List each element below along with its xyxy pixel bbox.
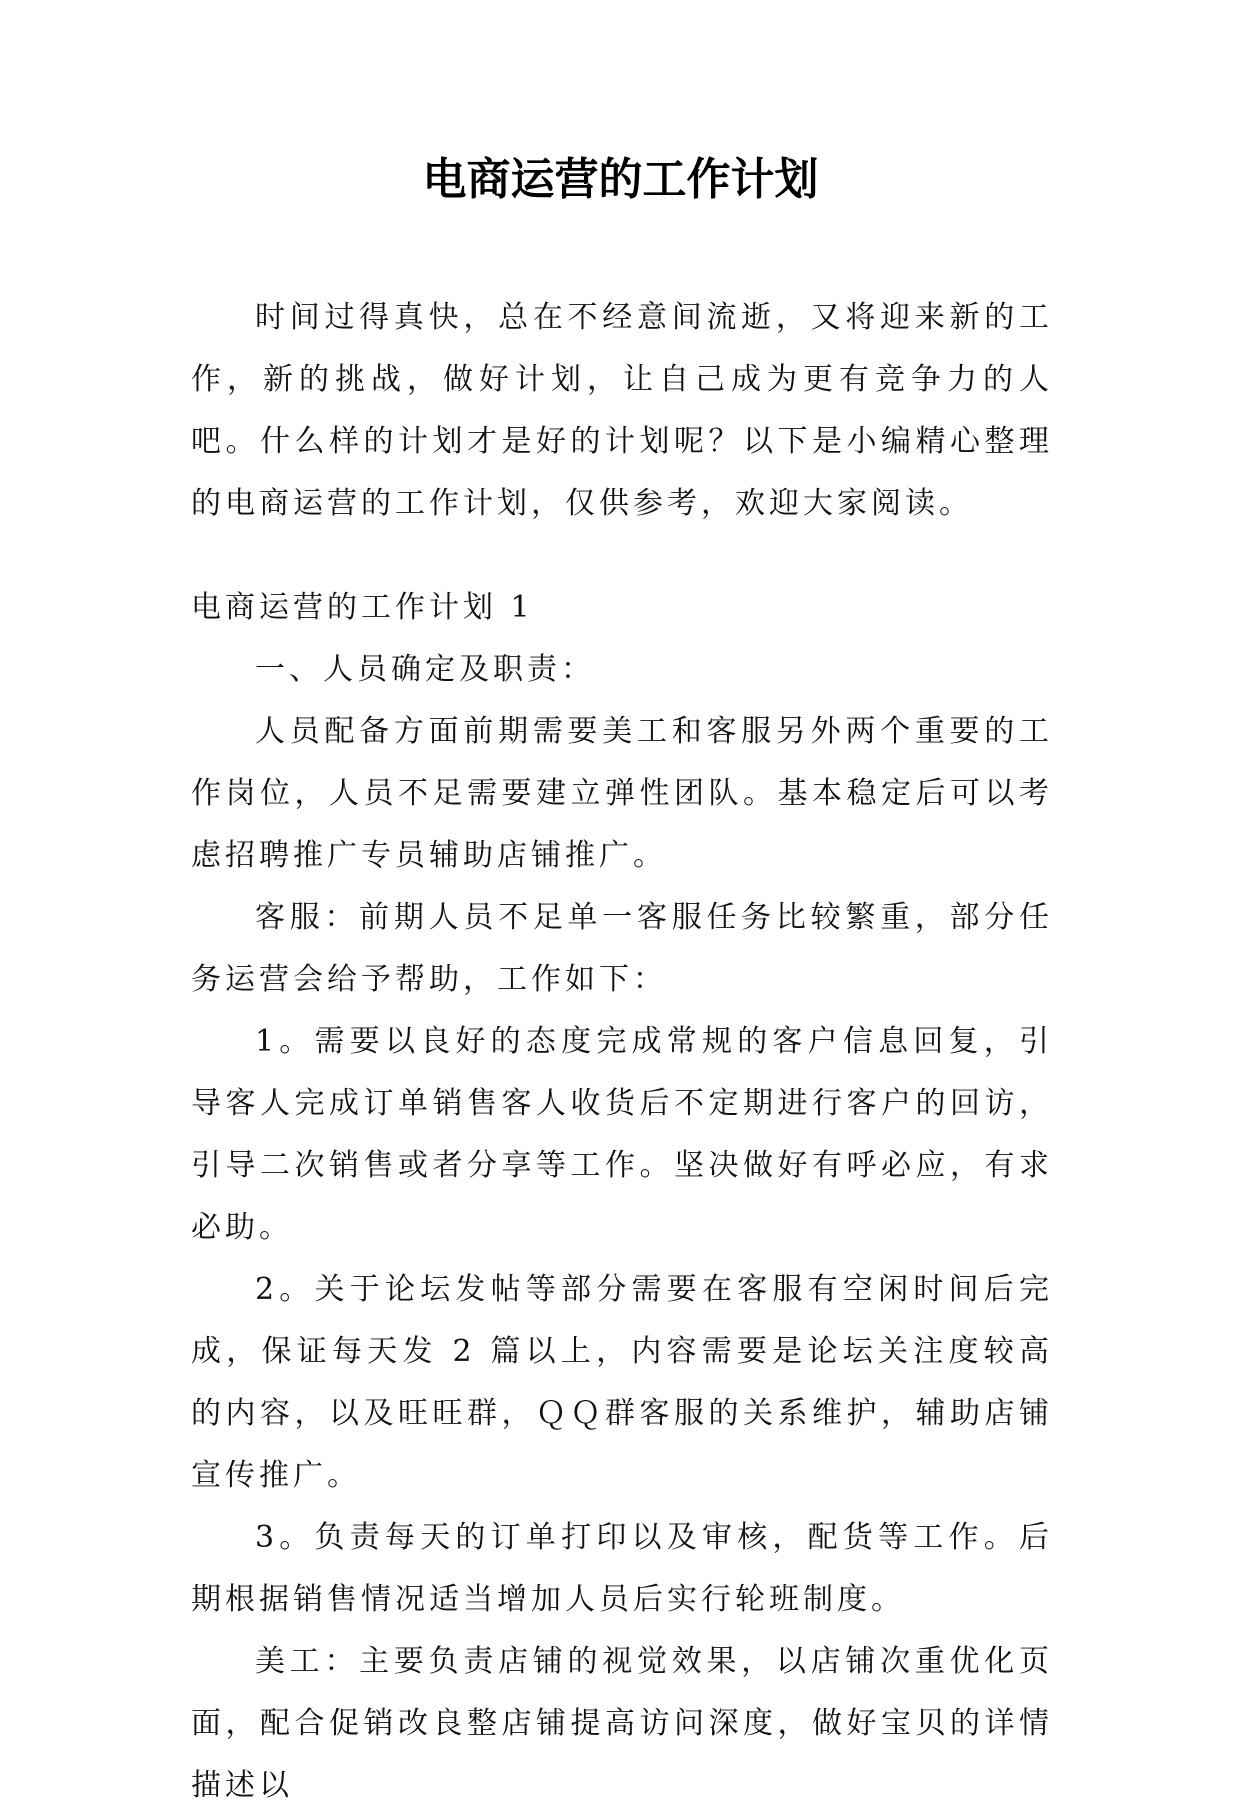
personnel-heading: 一、人员确定及职责： [255, 652, 595, 687]
duty-item-1: 1。需要以良好的态度完成常规的客户信息回复，引导客人完成订单销售客人收货后不定期进行客户的回访，引导二次销售或者分享等工作。坚决做好有呼必应，有求必助。 [191, 1024, 1053, 1245]
intro-paragraph: 时间过得真快，总在不经意间流逝，又将迎来新的工作，新的挑战，做好计划，让自己成为更有竞争力的人吧。什么样的计划才是好的计划呢？以下是小编精心整理的电商运营的工作计划，仅供参考，欢迎大家阅读。 [191, 300, 1053, 521]
section-title: 电商运营的工作计划 1 [191, 590, 534, 625]
customer-service-paragraph: 客服：前期人员不足单一客服任务比较繁重，部分任务运营会给予帮助，工作如下： [191, 900, 1053, 997]
document-title: 电商运营的工作计划 [422, 154, 819, 205]
duty-item-3: 3。负责每天的订单打印以及审核，配货等工作。后期根据销售情况适当增加人员后实行轮班制度。 [191, 1520, 1053, 1617]
duty-item-2: 2。关于论坛发帖等部分需要在客服有空闲时间后完成，保证每天发 2 篇以上，内容需要是论坛关注度较高的内容，以及旺旺群，ＱＱ群客服的关系维护，辅助店铺宣传推广。 [191, 1272, 1053, 1493]
staffing-paragraph: 人员配备方面前期需要美工和客服另外两个重要的工作岗位，人员不足需要建立弹性团队。基本稳定后可以考虑招聘推广专员辅助店铺推广。 [191, 714, 1053, 873]
designer-paragraph: 美工：主要负责店铺的视觉效果，以店铺次重优化页面，配合促销改良整店铺提高访问深度，做好宝贝的详情描述以 [191, 1644, 1053, 1803]
plan-content [191, 577, 1053, 1817]
